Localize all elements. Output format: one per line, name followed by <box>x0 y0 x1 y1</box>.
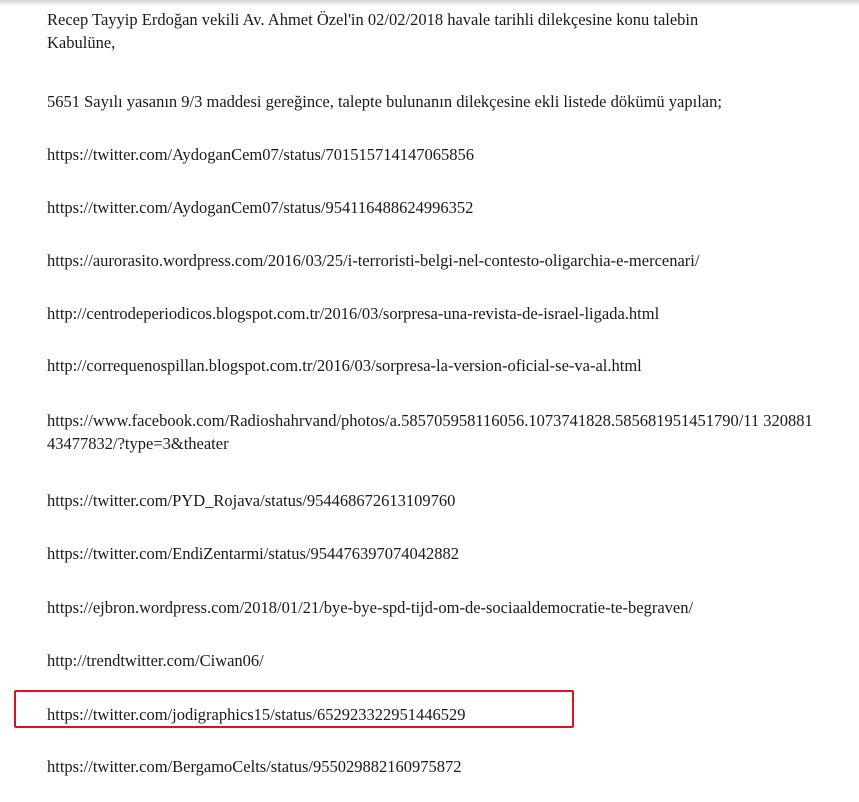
link-item[interactable]: https://twitter.com/BergamoCelts/status/955029882160975872 <box>47 757 462 776</box>
link-item[interactable]: https://aurorasito.wordpress.com/2016/03/25/i-terroristi-belgi-nel-contesto-oligarchia-e-mercenari/ <box>47 251 700 270</box>
link-item[interactable]: https://twitter.com/AydoganCem07/status/954116488624996352 <box>47 198 474 217</box>
link-item[interactable]: https://twitter.com/PYD_Rojava/status/954468672613109760 <box>47 491 456 510</box>
law-paragraph: 5651 Sayılı yasanın 9/3 maddesi gereğince, talepte bulunanın dilekçesine ekli listede dökümü yapılan; <box>47 92 722 111</box>
red-highlight-box <box>14 690 574 728</box>
link-item[interactable]: https://twitter.com/AydoganCem07/status/701515714147065856 <box>47 145 475 164</box>
link-item[interactable]: http://trendtwitter.com/Ciwan06/ <box>47 651 264 670</box>
link-item-highlighted[interactable]: https://twitter.com/jodigraphics15/status/652923322951446529 <box>47 705 466 724</box>
top-edge-shadow <box>0 0 859 6</box>
link-item[interactable]: https://twitter.com/EndiZentarmi/status/954476397074042882 <box>47 544 460 563</box>
link-item[interactable]: http://centrodeperiodicos.blogspot.com.tr/2016/03/sorpresa-una-revista-de-israel-ligada.html <box>47 304 660 323</box>
link-item[interactable]: https://ejbron.wordpress.com/2018/01/21/bye-bye-spd-tijd-om-de-sociaaldemocratie-te-begraven/ <box>47 598 694 617</box>
link-item[interactable]: https://www.facebook.com/Radioshahrvand/photos/a.585705958116056.1073741828.585681951451790/11 32088143477832/?type=3&theater <box>47 411 813 453</box>
link-item[interactable]: http://correquenospillan.blogspot.com.tr/2016/03/sorpresa-la-version-oficial-se-va-al.html <box>47 356 642 375</box>
intro-paragraph: Recep Tayyip Erdoğan vekili Av. Ahmet Özel'in 02/02/2018 havale tarihli dilekçesine konu talebin Kabulüne, <box>47 10 699 52</box>
